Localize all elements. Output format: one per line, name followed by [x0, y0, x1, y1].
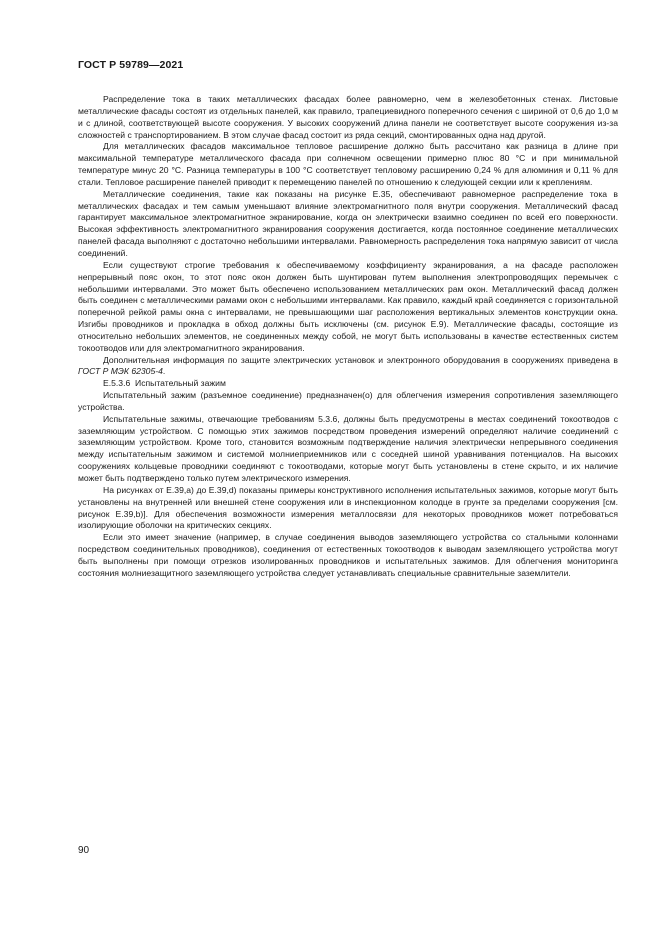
- section-title: Испытательный зажим: [135, 378, 226, 389]
- paragraph-current-distribution: Распределение тока в таких металлических фасадах более равномерно, чем в железобетонных стенах. Листовые металлические фасады состоят из отдельных панелей, как правило, трапециевидного поперечного сечения с шириной от 0,6 до 1,0 м и с длиной, соответствующей высоте сооружения. У высоких сооружений длина панели не соответствует высоте сооружения из-за сложностей с транспортированием. В этом случае фасад состоит из ряда секций, смонтированных одна над другой.: [78, 94, 618, 140]
- paragraph-test-joint-figures: На рисунках от Е.39,а) до Е.39,d) показаны примеры конструктивного исполнения испытательных зажимов, которые могут быть установлены на внутренней или внешней стене сооружения или в инспекционном колодце в грунте за пределами сооружения [см. рисунок Е.39,b)]. Для обеспечения возможности измерения металлосвязи для некоторых проводников может потребоваться изолирующие оболочки на критических секциях.: [78, 484, 618, 531]
- paragraph-thermal-expansion: Для металлических фасадов максимальное тепловое расширение должно быть рассчитано как разница в длине при максимальной температуре металлического фасада при солнечном освещении примерно плюс 80 °С и при минимальной температуре минус 20 °С. Разница температуры в 100 °С соответствует тепловому расширению 0,24 % для алюминия и 0,11 % для стали. Тепловое расширение панелей приводит к перемещению панелей по отношению к следующей секции или к креплениям.: [78, 141, 618, 187]
- paragraph-window-belt: Если существуют строгие требования к обеспечиваемому коэффициенту экранирования, а на фасаде расположен непрерывный пояс окон, то этот пояс окон должен быть шунтирован путем выполнения электропроводящих перемычек с небольшими интервалами. Это может быть обеспечено использованием металлических рам окон. Металлический фасад должен быть соединен с металлическими рамами окон с небольшими интервалами. Как правило, каждый край соединяется с горизонтальной поперечной рейкой рамы окна с интервалами, не превышающими шаг расположения вертикальных элементов конструкции окна. Изгибы проводников и прокладка в обход должны быть исключены (см. рисунок Е.9). Металлические фасады, состоящие из относительно небольших элементов, не соединенных между собой, не могут быть использованы в качестве естественных систем токоотводов или для электромагнитного экранирования.: [78, 259, 618, 353]
- section-number: Е.5.3.6: [103, 378, 131, 389]
- paragraph-additional-info: [78, 355, 618, 379]
- section-heading: [78, 378, 618, 390]
- page-number: 90: [78, 845, 90, 856]
- document-body: [78, 94, 618, 580]
- additional-info-text: Дополнительная информация по защите электрических установок и электронного оборудования в сооружениях приведена в: [103, 354, 618, 365]
- standard-reference-link: ГОСТ Р МЭК 62305-4: [78, 366, 163, 377]
- document-header: ГОСТ Р 59789—2021: [78, 59, 184, 71]
- paragraph-test-joint-requirements: Испытательные зажимы, отвечающие требованиям 5.3.6, должны быть предусмотрены в местах соединений токоотводов с заземляющим устройством. С помощью этих зажимов посредством проведения измерений определяют наличие соединений с заземляющим устройством. Кроме того, становится возможным подтверждение наличия электрически непрерывного соединения между испытательным зажимом и системой молниеприемников или с соседней шиной уравнивания потенциалов. На высоких сооружениях кольцевые проводники соединяют с токоотводами, которые могут быть установлены в стене скрыто, и их наличие может быть подтверждено только путем электрического измерения.: [78, 413, 618, 483]
- paragraph-test-joint-purpose: Испытательный зажим (разъемное соединение) предназначен(о) для облегчения измерения сопротивления заземляющего устройства.: [78, 390, 618, 412]
- paragraph-metal-connections: Металлические соединения, такие как показаны на рисунке Е.35, обеспечивают равномерное распределение тока в металлических фасадах и тем самым уменьшают влияние электромагнитного поля внутри сооружения. Металлический фасад гарантирует максимальное электромагнитное экранирование, когда он электрически взаимно соединен по всей его поверхности. Высокая эффективность электромагнитного экранирования сооружения достигается, когда постоянное соединение металлических панелей фасада выполняют с достаточно небольшими интервалами. Равномерность распределения тока напрямую зависит от числа соединений.: [78, 188, 618, 258]
- additional-info-end: .: [162, 366, 166, 377]
- paragraph-test-joint-connections: Если это имеет значение (например, в случае соединения выводов заземляющего устройства со стальными колоннами посредством соединительных проводников), соединения от естественных токоотводов к выводам заземляющего устройства могут быть выполнены при помощи отрезков изолированных проводников и испытательных зажимов. Для облегчения мониторинга состояния молниезащитного заземляющего устройства следует устанавливать специальные сравнительные заземлители.: [78, 532, 618, 578]
